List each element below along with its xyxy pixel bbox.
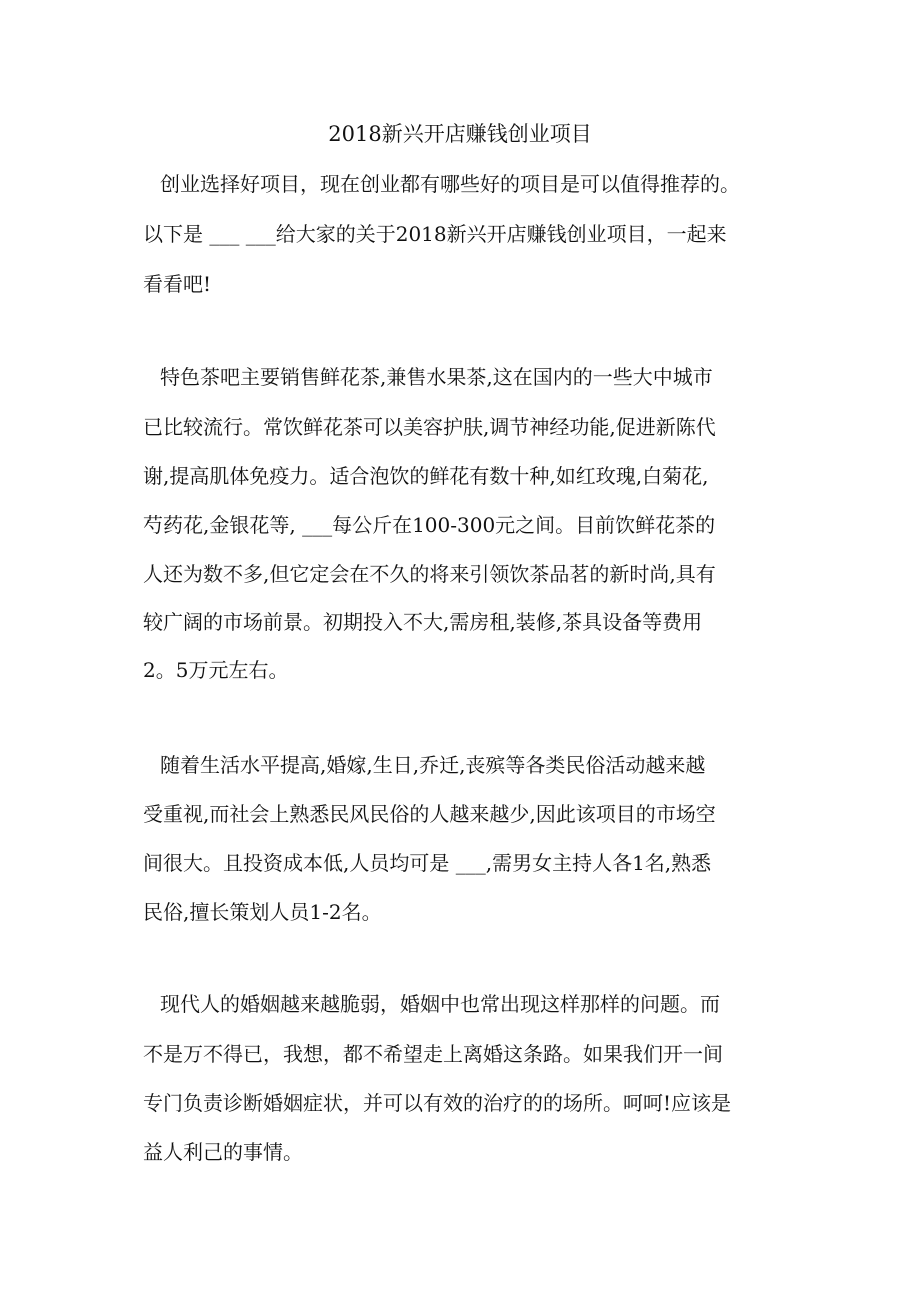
paragraph-line: 现代人的婚姻越来越脆弱，婚姻中也常出现这样那样的问题。而 (160, 992, 720, 1016)
paragraph-line: 专门负责诊断婚姻症状，并可以有效的治疗的的场所。呵呵!应该是 (143, 1091, 732, 1115)
paragraph-line: 不是万不得已，我想，都不希望走上离婚这条路。如果我们开一间 (143, 1042, 723, 1066)
paragraph-line: 2。5万元左右。 (143, 658, 289, 682)
paragraph-line: 间很大。且投资成本低,人员均可是 ___,需男女主持人各1名,熟悉 (143, 851, 712, 875)
paragraph-line: 特色茶吧主要销售鲜花茶,兼售水果茶,这在国内的一些大中城市 (160, 365, 713, 389)
paragraph-line: 随着生活水平提高,婚嫁,生日,乔迁,丧殡等各类民俗活动越来越 (160, 753, 706, 777)
page-title: 2018新兴开店赚钱创业项目 (328, 122, 592, 146)
paragraph-line: 看看吧! (143, 272, 212, 296)
paragraph-line: 益人利己的事情。 (143, 1140, 303, 1164)
paragraph-line: 谢,提高肌体免疫力。适合泡饮的鲜花有数十种,如红玫瑰,白菊花, (143, 464, 709, 488)
paragraph-line: 受重视,而社会上熟悉民风民俗的人越来越少,因此该项目的市场空 (143, 802, 716, 826)
paragraph-line: 人还为数不多,但它定会在不久的将来引领饮茶品茗的新时尚,具有 (143, 562, 716, 586)
paragraph-line: 民俗,擅长策划人员1-2名。 (143, 900, 382, 924)
paragraph-line: 芍药花,金银花等, ___每公斤在100-300元之间。目前饮鲜花茶的 (143, 513, 716, 537)
paragraph-line: 创业选择好项目，现在创业都有哪些好的项目是可以值得推荐的。 (160, 172, 740, 196)
paragraph-line: 已比较流行。常饮鲜花茶可以美容护肤,调节神经功能,促进新陈代 (143, 415, 716, 439)
paragraph-line: 较广阔的市场前景。初期投入不大,需房租,装修,茶具设备等费用 (143, 610, 703, 634)
paragraph-line: 以下是 ___ ___给大家的关于2018新兴开店赚钱创业项目，一起来 (143, 222, 727, 246)
